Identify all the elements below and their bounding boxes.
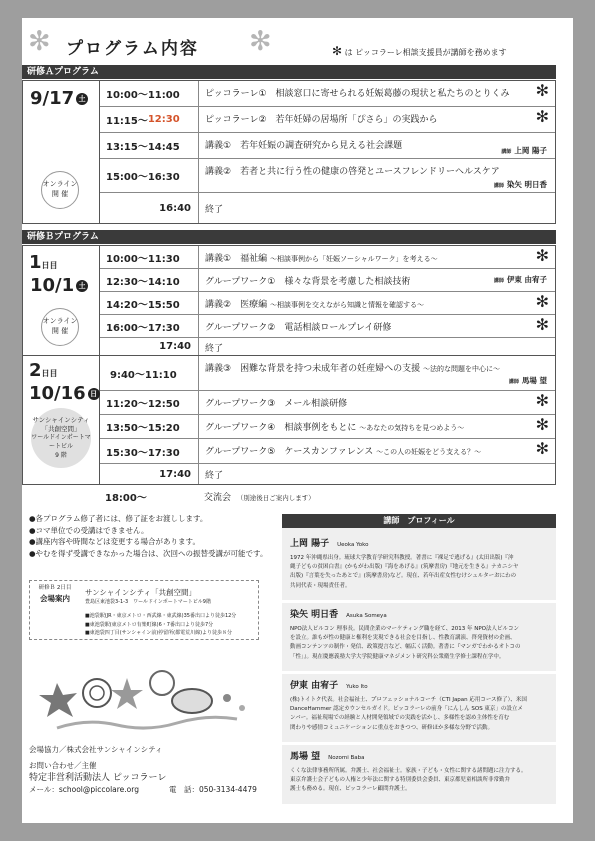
profile-name-text: 上岡 陽子: [290, 539, 330, 549]
profile-bio: [290, 696, 552, 733]
notes-list: [29, 513, 267, 559]
phone-number: 電 話：050-3134-4479: [168, 785, 257, 794]
note-item: ●各プログラム修了者には、修了証をお渡しします。: [29, 514, 208, 523]
profile-bio: [290, 554, 552, 591]
session-title: グループワーク③ メール相談研修: [205, 399, 348, 409]
profile-name: [290, 749, 552, 762]
time-cell: 13:50～15:20: [100, 415, 199, 438]
venue-badge-line: ワールドインポートマートビル: [31, 434, 91, 451]
session-title: 終了: [205, 471, 224, 481]
venue-badge-line: 9 階: [55, 451, 67, 459]
legend-note-text: は ピッコラーレ相談支援員が講師を務めます: [344, 48, 507, 57]
session-title: ピッコラーレ① 相談窓口に寄せられる妊娠葛藤の現状と私たちのとりくみ: [205, 89, 510, 99]
bio-line: 1972 年沖縄県出身。琉球大学教育学研究科教授。著書に『裸足で逃げる』(太田出版)『沖: [290, 555, 514, 561]
dot-icon: [239, 705, 245, 711]
profile-panel: [282, 514, 556, 804]
access-item: ■池袋駅(JR・東京メトロ・西武線・東武線)35番出口より徒歩12分: [85, 613, 237, 619]
shell-icon: [83, 679, 111, 707]
bio-line: (株)トイトク代表。社会福祉士、プロフェッショナルコーチ（CTI Japan 応用コース修了）、米国: [290, 697, 527, 703]
speaker-name: 染矢 明日香: [506, 180, 547, 189]
time-cell: 16:00～17:30: [100, 315, 199, 337]
day-number: [29, 252, 58, 273]
day-number: [29, 360, 58, 381]
schedule-row: [100, 133, 555, 159]
time-cell: 13:15～14:45: [100, 133, 199, 158]
speaker-name: 伊東 由宥子: [506, 275, 547, 284]
asterisk-icon: ✻: [535, 292, 549, 311]
asterisk-icon: ✻: [535, 81, 549, 100]
speaker-label: 講師: [508, 379, 519, 385]
contact-line: [29, 784, 257, 796]
time-end-changed: 12:30: [147, 114, 180, 125]
venue-name: サンシャインシティ「共創空間」: [85, 588, 196, 597]
profile-divider: [282, 742, 556, 745]
profile-roman: Nozomi Baba: [328, 755, 365, 761]
online-label: 開 催: [51, 327, 69, 335]
session-title: 終了: [205, 205, 224, 215]
speaker: [509, 375, 547, 386]
session-title: [199, 246, 555, 268]
profile-divider: [282, 600, 556, 603]
profile-roman: Yuko Ito: [346, 684, 368, 690]
wave-icon: [57, 717, 237, 728]
time-start: 11:15～: [106, 116, 148, 127]
schedule-row: [100, 292, 555, 315]
time-cell: 10:00～11:00: [100, 81, 199, 106]
session-title: グループワーク① 様々な背景を考慮した相談技術: [205, 277, 411, 287]
day-num: 1: [29, 252, 42, 273]
venue-label: [33, 585, 77, 605]
note-item: ●コマ単位での受講はできません。: [29, 525, 149, 535]
session-name: グループワーク⑤ ケースカンファレンス: [205, 447, 374, 457]
online-badge: [41, 308, 79, 346]
schedule-row: [100, 315, 555, 338]
profile-item: [290, 536, 552, 591]
profile-name: [290, 536, 552, 549]
session-subtitle: ～相談事例から「妊娠ソーシャルワーク」を考える～: [269, 255, 438, 263]
time-cell: [100, 107, 199, 132]
schedule-row: [100, 159, 555, 193]
time-cell: 15:00～16:30: [100, 159, 199, 192]
date-label: [29, 383, 100, 404]
online-label: オンライン: [42, 180, 78, 189]
session-title: 終了: [205, 344, 224, 354]
time-cell: 10:00～11:30: [100, 246, 199, 268]
schedule-row: [100, 338, 555, 356]
session-subtitle: ～この人の妊娠をどう支える？～: [376, 448, 482, 456]
profile-bio: [290, 767, 552, 795]
day-suffix: 日目: [41, 261, 58, 270]
session-name: グループワーク④ 相談事例をもとに: [205, 423, 357, 433]
shell-icon: [90, 686, 104, 700]
bio-line: 動画コンテンツの制作・発信、政策提言など、幅広く活動。著書に『マンガでわかるオトコの: [290, 644, 521, 651]
bio-line: DanceHammer 認定カウンセルガイド。ピッコラーレの前身「にんしん SOS 東京」の設立メ: [290, 706, 523, 713]
venue-label-main: 会場案内: [40, 594, 70, 604]
schedule-row: [100, 193, 555, 223]
asterisk-icon: ✻: [535, 391, 549, 410]
session-title: 講義① 若年妊娠の調査研究から見える社会課題: [205, 141, 403, 151]
session-subtitle: ～あなたの気持ちを見つめよう～: [359, 424, 465, 432]
profile-name-text: 伊東 由宥子: [290, 681, 339, 691]
section-a-date-cell: [23, 81, 100, 223]
time-cell: 9:40～11:10: [100, 356, 199, 390]
bio-line: 東京弁護士会子どもの人権と少年法に関する特別委員会委員、東京都児童相談所非常勤弁: [290, 777, 511, 784]
profile-name-text: 馬場 望: [290, 752, 321, 762]
access-item: ■東池袋駅(東京メトロ有楽町線)6・7番出口より徒歩7分: [85, 621, 214, 628]
legend-note: [332, 44, 507, 58]
online-label: 開 催: [51, 190, 69, 198]
bio-line: 護士も務める。現在、ピッコラーレ顧問弁護士。: [290, 786, 411, 793]
date-text: 10/16: [29, 383, 86, 404]
day1-date-cell: [23, 246, 100, 356]
schedule-row: [100, 356, 555, 391]
bio-line: 「性」』。現在慶應義塾大学大学院健康マネジメント研究科公衆衛生学修士課程在学中。: [290, 653, 505, 660]
time-cell: 17:40: [100, 464, 199, 484]
date-label: [30, 275, 88, 296]
party-row: [99, 486, 556, 504]
contact-label: お問い合わせ／主催: [29, 761, 97, 770]
asterisk-icon: ✻: [535, 246, 549, 265]
venue-address: 豊島区東池袋3-1-3 ワールドインポートマートビル9階: [85, 599, 211, 605]
session-name: 講義③ 困難な背景を持つ未成年者の妊産婦への支援: [205, 364, 421, 374]
day-suffix: 日目: [41, 369, 58, 378]
session-title: [204, 490, 315, 503]
profile-divider: [282, 671, 556, 674]
email-link[interactable]: メール：school@piccolare.org: [29, 785, 139, 794]
date-text: 9/17: [30, 88, 75, 109]
decorative-illustration: [27, 653, 267, 738]
session-title: [199, 439, 555, 463]
schedule-row: [100, 439, 555, 464]
bio-line: くくな法律事務所所属。弁護士、社会福祉士。家族・子ども・女性に関する諸問題に注力する。: [290, 768, 527, 774]
bio-line: を設立。誰もが性の健康と権利を実現できる社会を目指し、性教育講演、啓発資材の企画、: [290, 635, 516, 642]
session-subtitle: ～相談事例を交えながら知識と情報を確認する～: [269, 301, 424, 309]
time-cell: 12:30～14:10: [100, 269, 199, 291]
venue-badge-line: サンシャインシティ: [32, 415, 90, 424]
bio-line: 縄子どもの貧困白書』(かもがわ出版)『海をあげる』(筑摩書房)『地元を生きる』ナカニシヤ: [290, 564, 519, 571]
speaker-name: 馬場 望: [521, 376, 547, 385]
access-item: ■東池袋四丁目(サンシャイン前)停留所(都電荒川線)より徒歩８分: [85, 630, 233, 636]
profile-name: [290, 678, 552, 691]
profile-item: [290, 749, 552, 795]
speaker: [501, 145, 547, 156]
schedule-row: [100, 107, 555, 133]
profile-name: [290, 607, 552, 620]
bio-line: ンバー。福祉現場での経験と人材開発領域での実践を活かし、多様性を認め主体性を育む: [290, 715, 510, 722]
asterisk-icon: ✻: [332, 44, 343, 58]
day2-date-cell: [23, 356, 100, 484]
note-item: ●やむを得ず受講できなかった場合は、次回への振替受講が可能です。: [29, 548, 268, 558]
section-b-table: [22, 245, 556, 485]
time-cell: 16:40: [100, 193, 199, 223]
session-title: [199, 292, 555, 314]
session-subtitle: ～法的な問題を中心に～: [422, 365, 500, 373]
section-a-title: 研修Ａプログラム: [22, 65, 556, 79]
schedule-row: [100, 391, 555, 415]
starfish-icon: [111, 678, 143, 709]
session-title: ピッコラーレ② 若年妊婦の居場所「ぴさら」の実践から: [205, 115, 438, 125]
schedule-row: [100, 415, 555, 439]
speaker: [494, 274, 547, 285]
session-title: [199, 415, 555, 438]
speaker: [494, 179, 547, 190]
time-cell: 11:20～12:50: [100, 391, 199, 414]
venue-badge: [31, 408, 91, 468]
starfish-icon: [39, 683, 77, 717]
profile-name-text: 染矢 明日香: [290, 610, 339, 620]
flyer-page: [22, 18, 573, 823]
schedule-row: [100, 269, 555, 292]
profile-bio: [290, 625, 552, 662]
online-badge: [41, 171, 79, 209]
time-cell: 14:20～15:50: [100, 292, 199, 314]
date-text: 10/1: [30, 275, 75, 296]
bio-line: 共同代表・現場責任者。: [290, 582, 351, 589]
profile-roman: Ueoka Yoko: [337, 542, 369, 548]
asterisk-icon: ✻: [535, 439, 549, 458]
venue-label-small: 研修Ｂ 2日目: [38, 585, 72, 591]
asterisk-icon: ✻: [535, 415, 549, 434]
session-title: グループワーク② 電話相談ロールプレイ研修: [205, 323, 392, 333]
venue-badge-line: 「共創空間」: [41, 424, 81, 433]
shell-icon: [150, 671, 174, 695]
bio-line: 出版)『言葉を失ったあとで』(筑摩書房)など。現在、若年出産女性むけシェルターおにわの: [290, 573, 517, 580]
session-name: 講義① 福祉編: [205, 254, 268, 264]
session-title: [199, 356, 555, 390]
organizer-info: [29, 744, 257, 796]
note-item: ●講座内容や時間などは変更する場合があります。: [29, 537, 200, 546]
time-cell: 15:30～17:30: [100, 439, 199, 463]
speaker-label: 講師: [493, 183, 504, 189]
profile-title: 講師 プロフィール: [282, 514, 556, 528]
section-a-table: [22, 80, 556, 224]
session-subtitle: （別途後日ご案内します）: [240, 494, 315, 502]
page-title: プログラム内容: [66, 39, 199, 59]
asterisk-icon: ✻: [535, 107, 549, 126]
date-label: [30, 88, 88, 109]
day-num: 2: [29, 360, 42, 381]
schedule-row: [100, 246, 555, 269]
weekday-badge: 土: [76, 280, 88, 292]
speaker-label: 講師: [493, 278, 504, 284]
bio-line: NPO法人ピルコン 理事長。民間企業のマーケティング職を経て、2013 年 NPO法人ピルコン: [290, 626, 519, 632]
weekday-badge: 土: [76, 93, 88, 105]
profile-item: [290, 607, 552, 662]
venue-box: [29, 580, 259, 640]
session-title: 講義② 若者と共に行う性の健康の啓発とユースフレンドリーヘルスケア: [205, 167, 500, 177]
online-label: オンライン: [42, 317, 78, 326]
asterisk-icon: ✻: [535, 315, 549, 334]
session-name: 交流会: [204, 493, 232, 503]
shell-icon: [172, 689, 212, 713]
time-cell: 18:00～: [105, 493, 147, 504]
session-name: 講義② 医療編: [205, 300, 268, 310]
schedule-row: [100, 464, 555, 484]
star-icon: ✻: [28, 26, 51, 57]
speaker-name: 上岡 陽子: [514, 146, 547, 155]
schedule-row: [100, 81, 555, 107]
profile-roman: Asuka Someya: [346, 613, 387, 619]
dot-icon: [223, 694, 231, 702]
section-b-title: 研修Ｂプログラム: [22, 230, 556, 244]
venue-cooperation: 会場協力／株式会社サンシャインシティ: [29, 745, 163, 754]
speaker-label: 講師: [501, 149, 512, 155]
venue-access: [85, 612, 236, 638]
star-icon: ✻: [249, 26, 272, 57]
profile-item: [290, 678, 552, 733]
time-cell: 17:40: [100, 338, 199, 355]
bio-line: 関わりや感情コミュニケーションに重点をおきつつ、研修ほか多様な分野で活動。: [290, 724, 493, 731]
organizer-name: 特定非営利活動法人 ピッコラーレ: [29, 773, 167, 783]
weekday-badge: 日: [88, 388, 100, 400]
